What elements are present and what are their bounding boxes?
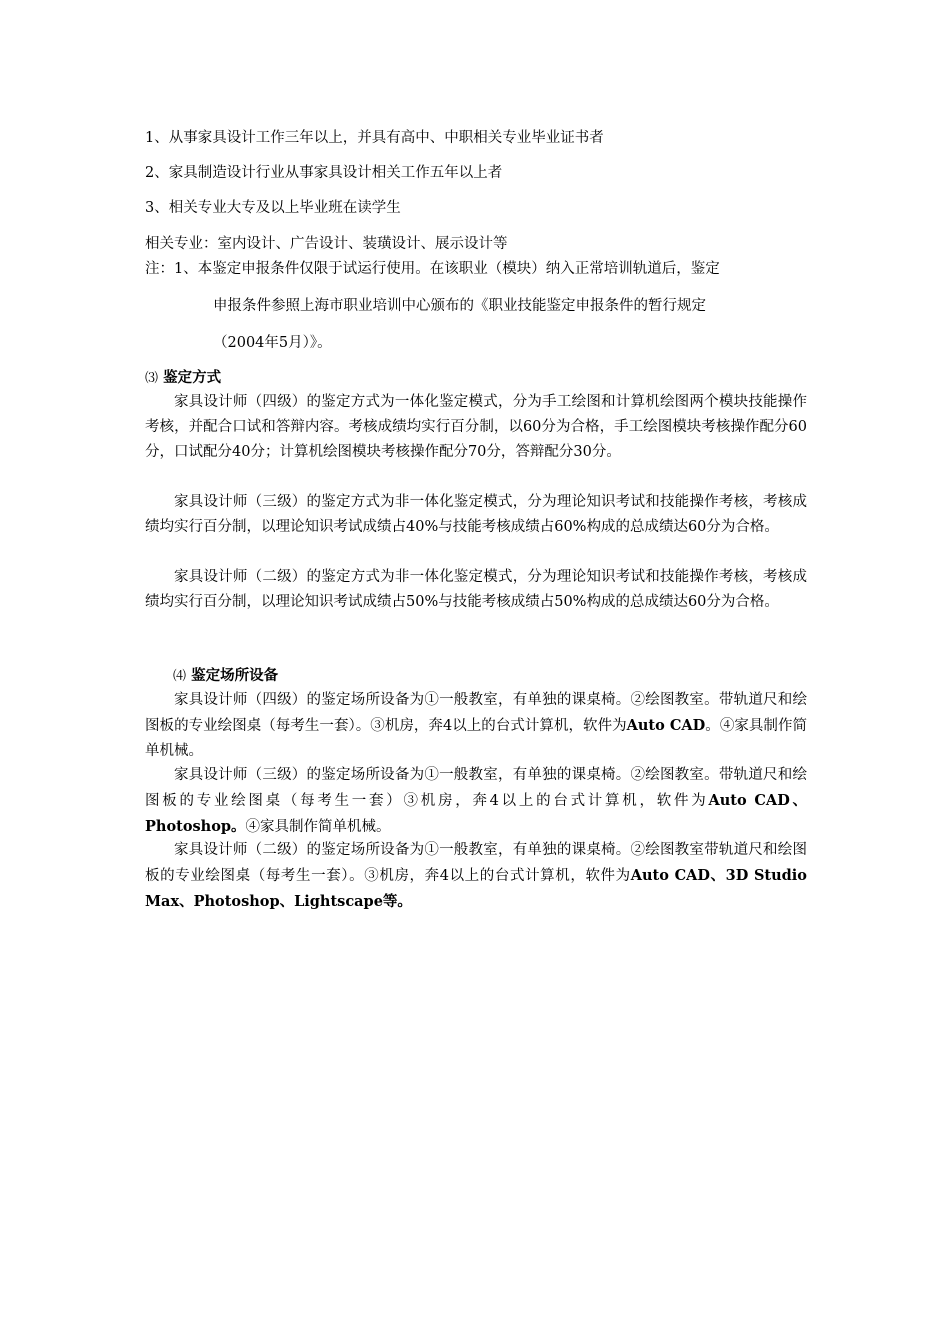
requirement-item-1: 1、从事家具设计工作三年以上，并具有高中、中职相关专业毕业证书者 bbox=[145, 130, 604, 146]
section-4-paragraph-2-end: ④家具制作简单机械。 bbox=[245, 819, 391, 835]
section-3-title: 鉴定方式 bbox=[163, 369, 222, 386]
section-3-paragraph-3: 家具设计师（二级）的鉴定方式为非一体化鉴定模式，分为理论知识考试和技能操作考核，考核成绩均实行百分制，以理论知识考试成绩占50%与技能考核成绩占50%构成的总成绩达60分为合格。 bbox=[145, 569, 807, 610]
section-3-paragraph-1: 家具设计师（四级）的鉴定方式为一体化鉴定模式，分为手工绘图和计算机绘图两个模块技能操作考核，并配合口试和答辩内容。考核成绩均实行百分制，以60分为合格，手工绘图模块考核操作配分60分，口试配分40分；计算机绘图模块考核操作配分70分，答辩配分30分。 bbox=[145, 394, 807, 460]
note-line-2: 申报条件参照上海市职业培训中心颁布的《职业技能鉴定申报条件的暂行规定 bbox=[213, 298, 706, 314]
section-4-number: ⑷ bbox=[173, 669, 187, 684]
section-4-paragraph-1-software: Auto CAD bbox=[626, 717, 706, 734]
section-4-paragraph-2 bbox=[145, 763, 807, 840]
section-4-paragraph-1-text: 家具设计师（四级）的鉴定场所设备为①一般教室，有单独的课桌椅。②绘图教室。带轨道尺和绘图板的专业绘图桌（每考生一套）。③机房，奔4以上的台式计算机，软件为 bbox=[145, 692, 807, 734]
related-majors: 相关专业：室内设计、广告设计、装璜设计、展示设计等 bbox=[145, 236, 508, 252]
section-3-paragraph-2: 家具设计师（三级）的鉴定方式为非一体化鉴定模式，分为理论知识考试和技能操作考核，考核成绩均实行百分制，以理论知识考试成绩占40%与技能考核成绩占60%构成的总成绩达60分为合格。 bbox=[145, 494, 807, 535]
requirement-item-3: 3、相关专业大专及以上毕业班在读学生 bbox=[145, 200, 401, 216]
note-line-3: （2004年5月）》。 bbox=[213, 335, 332, 351]
section-4-paragraph-3-text: 家具设计师（二级）的鉴定场所设备为①一般教室，有单独的课桌椅。②绘图教室带轨道尺和绘图板的专业绘图桌（每考生一套）。③机房，奔4以上的台式计算机，软件为 bbox=[145, 842, 807, 884]
section-4-paragraph-3-software: Auto CAD、3D Studio Max、Photoshop、Lightscape等。 bbox=[145, 867, 807, 910]
section-4-paragraph-3 bbox=[145, 838, 807, 915]
section-3-number: ⑶ bbox=[145, 371, 159, 386]
section-4-paragraph-2-software: Auto CAD、Photoshop。 bbox=[145, 792, 807, 835]
requirement-item-2: 2、家具制造设计行业从事家具设计相关工作五年以上者 bbox=[145, 165, 503, 181]
section-4-paragraph-2-text: 家具设计师（三级）的鉴定场所设备为①一般教室，有单独的课桌椅。②绘图教室。带轨道尺和绘图板的专业绘图桌（每考生一套）③机房，奔4以上的台式计算机，软件为 bbox=[145, 767, 807, 809]
section-4-title: 鉴定场所设备 bbox=[191, 667, 279, 684]
section-4-paragraph-1 bbox=[145, 688, 807, 764]
section-4-heading bbox=[173, 666, 278, 687]
note-line-1: 注：1、本鉴定申报条件仅限于试运行使用。在该职业（模块）纳入正常培训轨道后，鉴定 bbox=[145, 261, 720, 277]
section-3-heading bbox=[145, 368, 221, 389]
section-4-paragraph-1-end: 。④家具制作简单机械。 bbox=[145, 718, 807, 759]
